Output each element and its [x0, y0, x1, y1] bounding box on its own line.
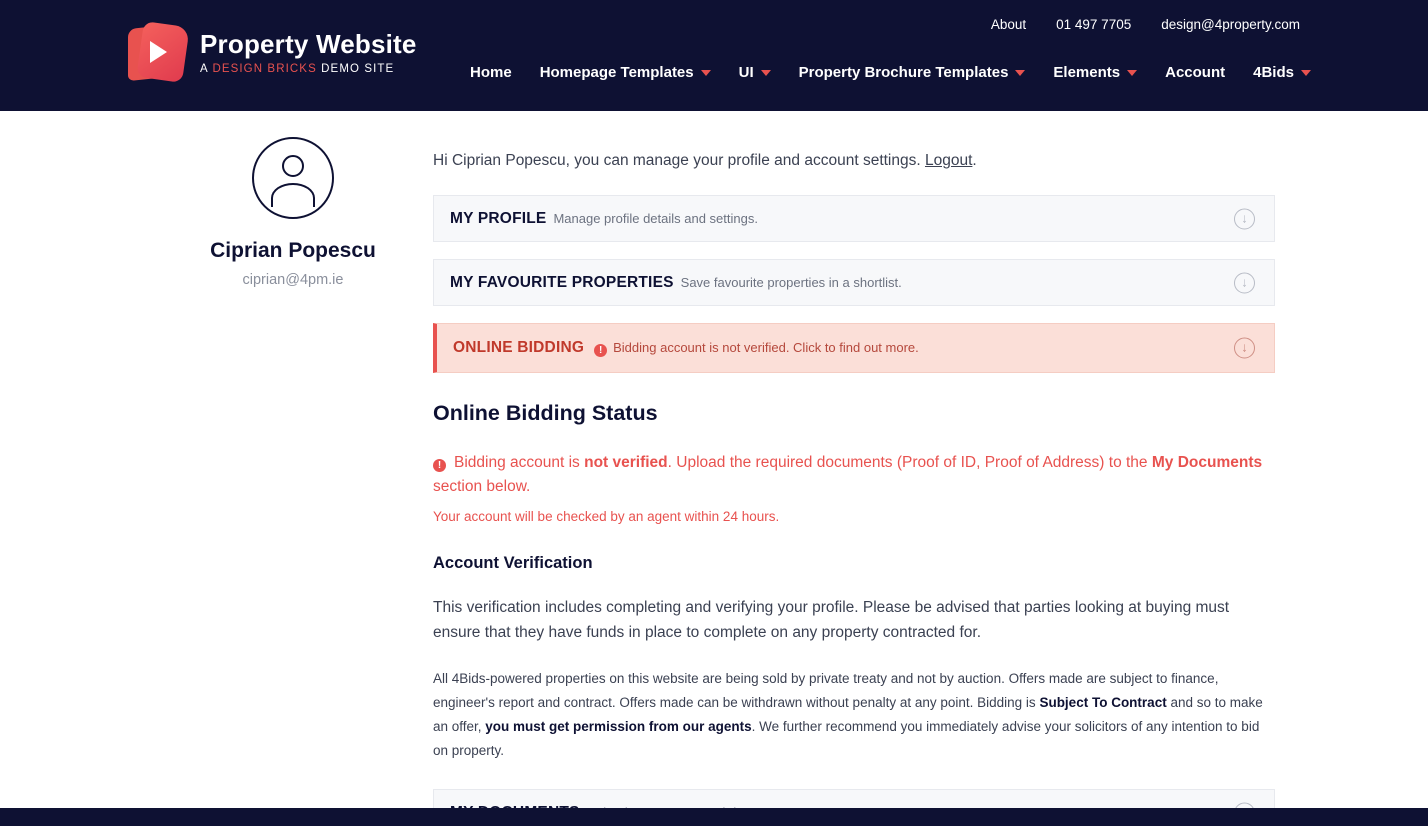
- top-utility-links: [991, 17, 1300, 32]
- logo-title: Property Website: [200, 29, 417, 59]
- nav-item-4bids[interactable]: [1253, 64, 1311, 81]
- logo-tagline-accent: DESIGN BRICKS: [212, 63, 317, 75]
- accordion-online-bidding[interactable]: [433, 323, 1275, 373]
- disclaimer-part1: All 4Bids-powered properties on this website are being sold by private treaty and not by auction. Offers made are subject to finance, engineer's report and contract. Offers made can be withdrawn without penalty at any point. Bidding is: [433, 671, 1219, 710]
- accordion-online-bidding-title: ONLINE BIDDING: [453, 339, 585, 356]
- accordion-my-profile-subtitle: Manage profile details and settings.: [553, 210, 758, 226]
- chevron-down-icon: [1015, 70, 1025, 76]
- accordion-my-profile[interactable]: [433, 195, 1275, 242]
- avatar: [252, 137, 334, 219]
- accordion-my-favourite-properties-subtitle: Save favourite properties in a shortlist.: [680, 274, 902, 290]
- accordion-my-profile-title: MY PROFILE: [450, 209, 547, 227]
- logo-tagline: [200, 61, 417, 77]
- disclaimer-part3: . We further recommend you immediately advise your solicitors of any intention to bid on property.: [433, 719, 1260, 758]
- nav-label-homepage-templates: Homepage Templates: [539, 64, 694, 81]
- top-link-phone[interactable]: 01 497 7705: [1056, 17, 1132, 32]
- site-logo[interactable]: [128, 24, 417, 82]
- account-verification-title: Account Verification: [433, 554, 593, 572]
- top-link-email[interactable]: design@4property.com: [1161, 17, 1300, 32]
- account-content: [433, 149, 1275, 826]
- account-verification-paragraph: This verification includes completing and verifying your profile. Please be advised that parties looking at buying must ensure that they have funds in place to complete on any property contracted for.: [433, 599, 1230, 641]
- disclaimer-part2: and so to make an offer,: [433, 695, 1263, 734]
- greeting-pre: Hi Ciprian Popescu, you can manage your profile and account settings.: [433, 152, 925, 169]
- bidding-status-note: Your account will be checked by an agent within 24 hours.: [433, 509, 780, 524]
- nav-item-ui[interactable]: [739, 64, 771, 81]
- nav-item-account[interactable]: [1165, 64, 1225, 81]
- chevron-down-icon: [1301, 70, 1311, 76]
- chevron-down-icon: [1127, 70, 1137, 76]
- chevron-down-circle-icon[interactable]: ↓: [1234, 272, 1255, 293]
- disclaimer-paragraph: [433, 667, 1275, 763]
- account-page: [0, 111, 1428, 808]
- logo-tagline-b: DEMO SITE: [316, 63, 395, 75]
- page-title: Online Bidding Status: [433, 401, 658, 425]
- nav-item-property-brochure-templates[interactable]: [799, 64, 1026, 81]
- nav-label-property-brochure-templates: Property Brochure Templates: [798, 64, 1009, 81]
- nav-label-account: Account: [1165, 64, 1226, 81]
- bidding-status-part1: Bidding account is: [454, 454, 585, 471]
- nav-label-ui: UI: [738, 64, 754, 81]
- warning-icon: !: [433, 459, 446, 472]
- chevron-down-circle-icon[interactable]: ↓: [1234, 338, 1255, 359]
- nav-item-homepage-templates[interactable]: [540, 64, 711, 81]
- main-navigation: [470, 64, 1311, 81]
- accordion-online-bidding-subtitle: Bidding account is not verified. Click to find out more.: [613, 340, 919, 355]
- site-footer: [0, 808, 1428, 826]
- chevron-down-circle-icon[interactable]: ↓: [1234, 208, 1255, 229]
- chevron-down-icon: [701, 70, 711, 76]
- profile-email: ciprian@4pm.ie: [242, 272, 344, 288]
- accordion-my-favourite-properties[interactable]: [433, 259, 1275, 306]
- nav-label-elements: Elements: [1053, 64, 1121, 81]
- logo-tagline-a: A: [200, 63, 213, 75]
- disclaimer-bold1: Subject To Contract: [1039, 695, 1167, 710]
- greeting-post: .: [972, 152, 977, 169]
- bidding-status-bold1: not verified: [584, 454, 668, 471]
- bidding-status-part2: . Upload the required documents (Proof of ID, Proof of Address) to the: [667, 454, 1152, 471]
- logout-link[interactable]: Logout: [924, 152, 973, 169]
- bidding-status-part3: section below.: [433, 478, 531, 495]
- profile-name: Ciprian Popescu: [210, 239, 376, 262]
- bidding-status-message: [433, 451, 1275, 499]
- chevron-down-icon: [761, 70, 771, 76]
- bidding-status-bold2: My Documents: [1151, 454, 1263, 471]
- greeting-text: [433, 149, 1275, 173]
- nav-label-home: Home: [470, 64, 512, 81]
- site-header: [0, 0, 1428, 111]
- nav-item-home[interactable]: [470, 64, 512, 81]
- disclaimer-bold2: you must get permission from our agents: [485, 719, 752, 734]
- logo-play-icon: [128, 24, 186, 82]
- top-link-about[interactable]: About: [990, 17, 1027, 32]
- profile-sidebar: [153, 137, 433, 288]
- accordion-my-favourite-properties-title: MY FAVOURITE PROPERTIES: [450, 273, 674, 291]
- nav-item-elements[interactable]: [1053, 64, 1137, 81]
- nav-label-4bids: 4Bids: [1253, 64, 1294, 81]
- warning-icon: !: [594, 344, 607, 357]
